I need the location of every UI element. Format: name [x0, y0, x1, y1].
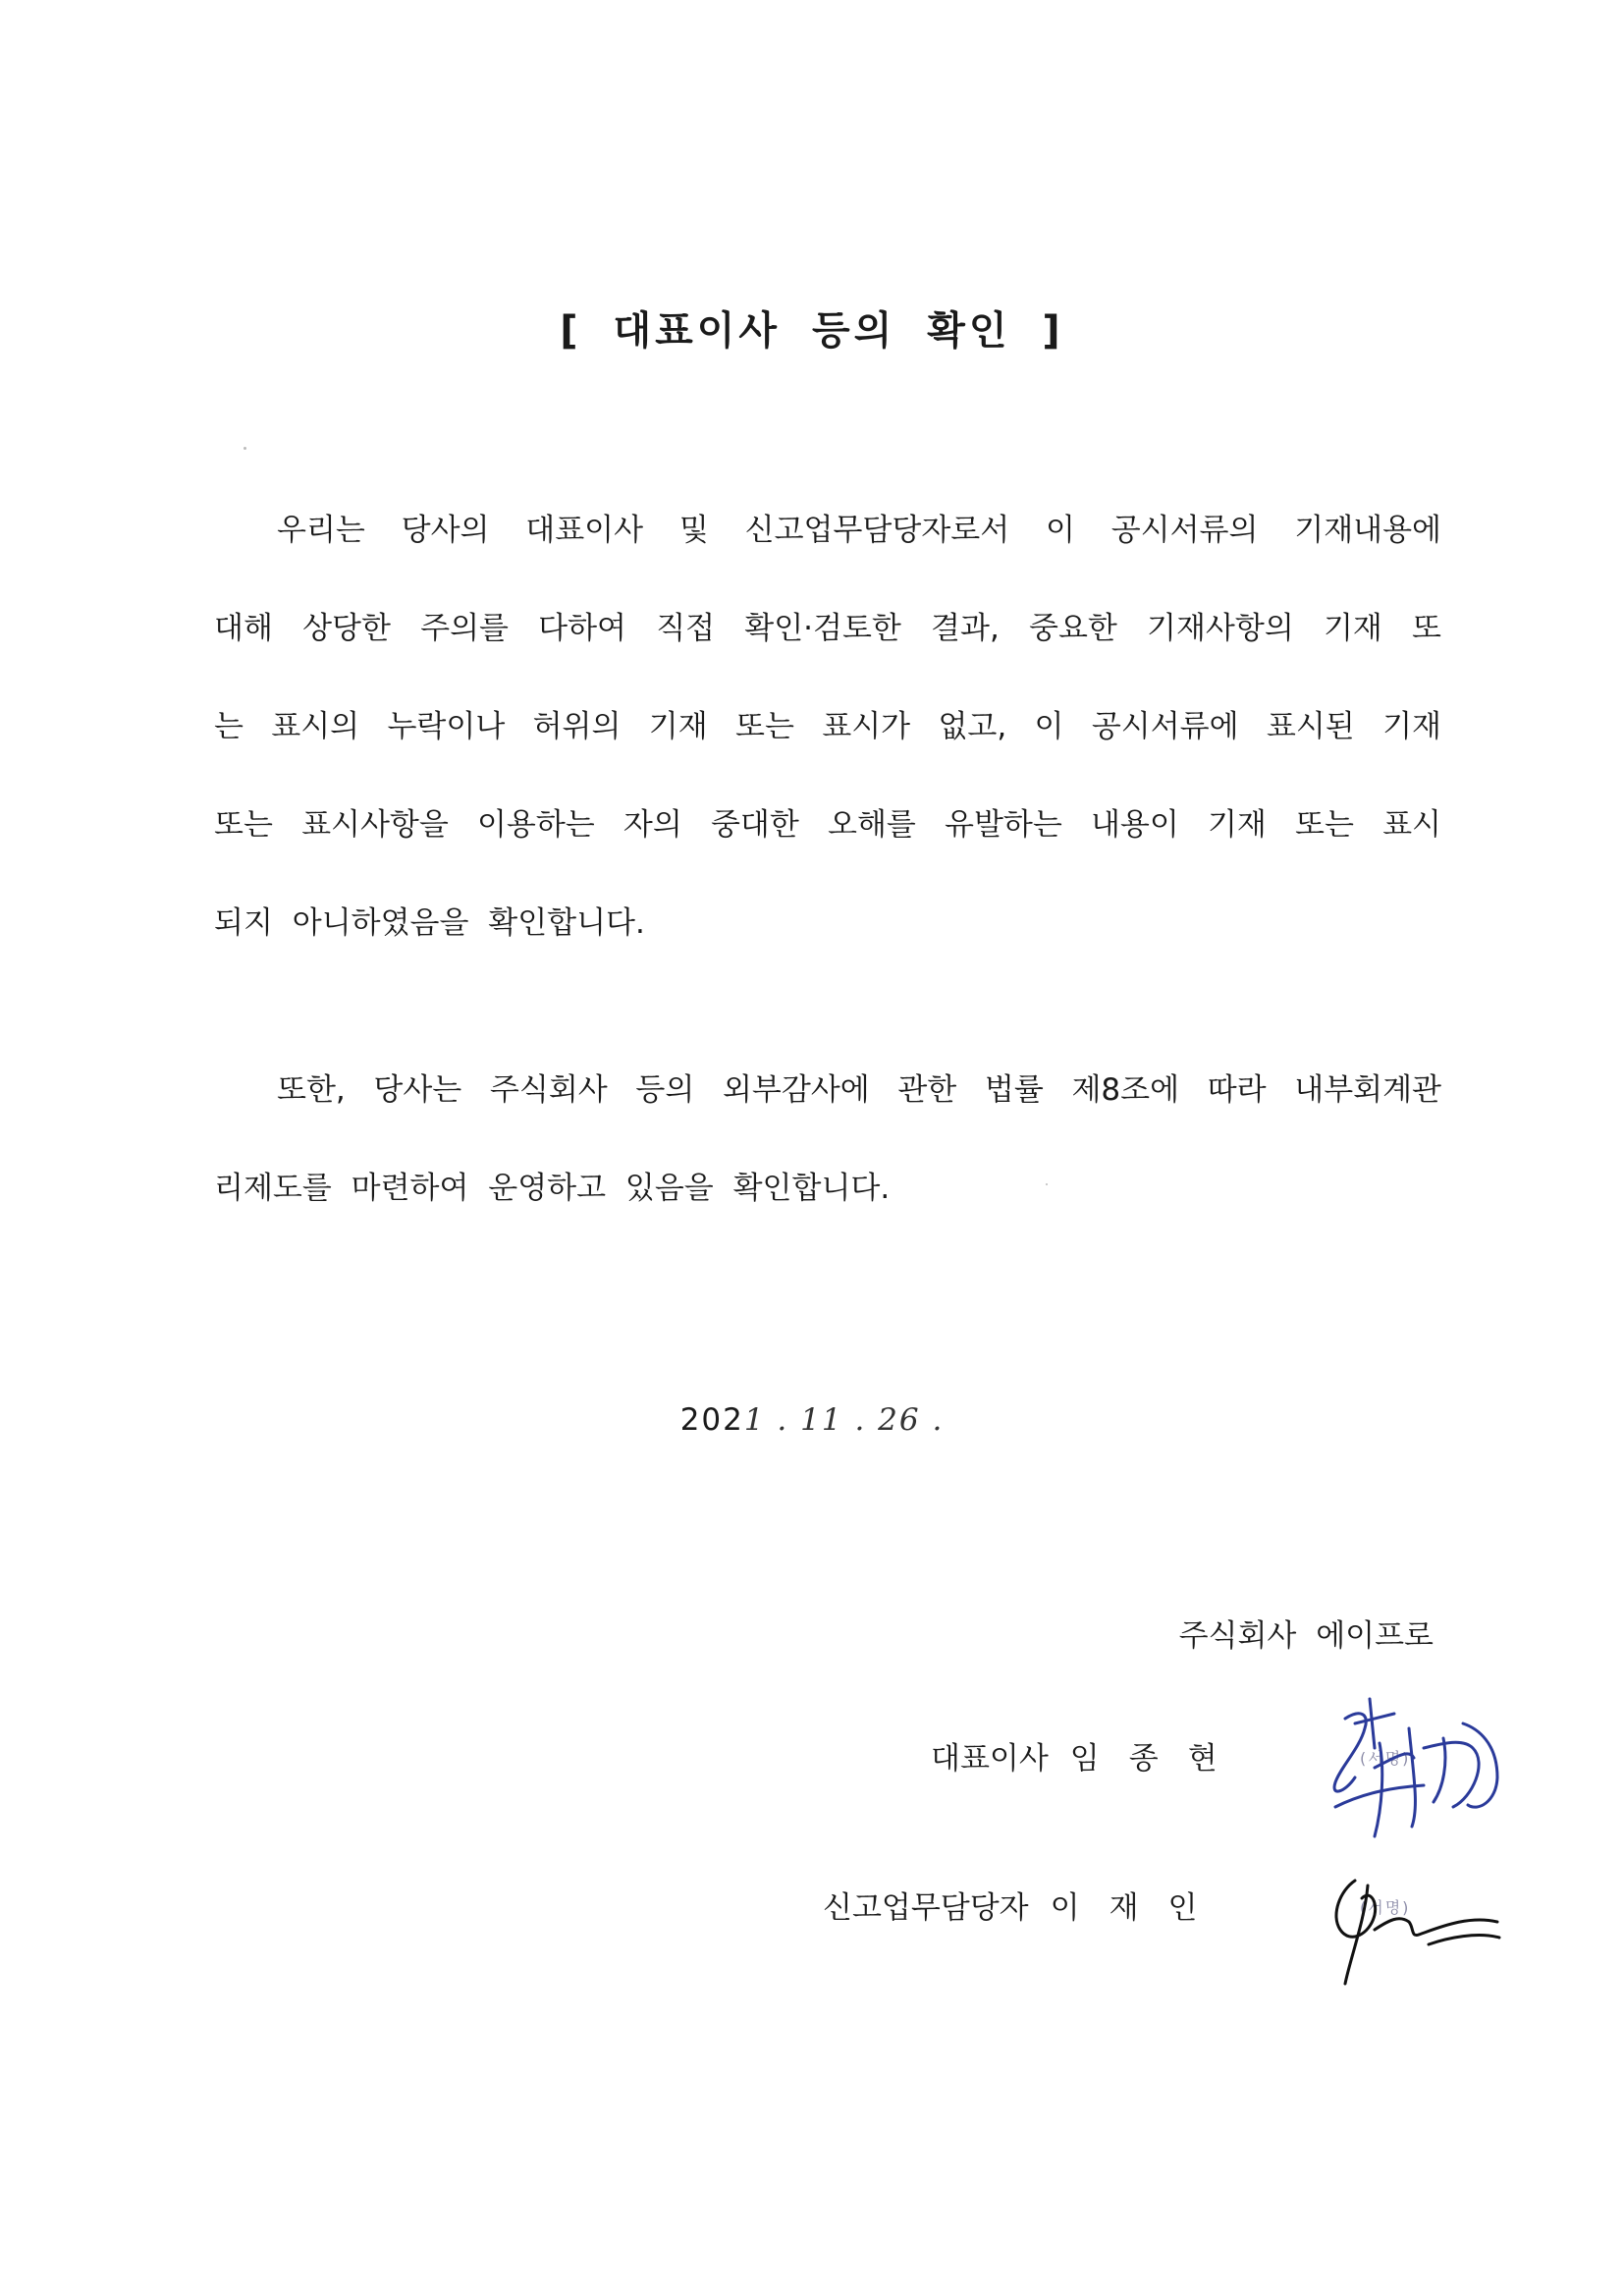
- document-date: [0, 1402, 1624, 1438]
- signatory-ceo-seal-mark: (서명): [1360, 1749, 1411, 1768]
- scan-speck: [1046, 1183, 1048, 1185]
- officer-signature: [1321, 1861, 1517, 1998]
- signatory-ceo-role: 대표이사: [931, 1741, 1049, 1777]
- company-name: 주식회사 에이프로: [1178, 1618, 1434, 1654]
- signatory-officer-name: 이재인: [1050, 1890, 1227, 1926]
- paragraph1-line-5: 되지 아니하였음을 확인합니다.: [214, 905, 645, 941]
- paragraph1-line-3: 는 표시의 누락이나 허위의 기재 또는 표시가 없고, 이 공시서류에 표시된 기재: [214, 709, 1441, 744]
- signatory-officer-role: 신고업무담당자: [823, 1890, 1029, 1926]
- paragraph1-line-2: 대해 상당한 주의를 다하여 직접 확인·검토한 결과, 중요한 기재사항의 기재 또: [214, 611, 1441, 646]
- signatory-officer: [823, 1883, 1226, 1927]
- paragraph1-line-4: 또는 표시사항을 이용하는 자의 중대한 오해를 유발하는 내용이 기재 또는 표시: [214, 807, 1441, 843]
- scan-speck: [244, 447, 246, 450]
- date-printed: 202: [679, 1402, 744, 1438]
- paragraph2-line-2: 리제도를 마련하여 운영하고 있음을 확인합니다.: [214, 1171, 891, 1206]
- paragraph2-line-1: 또한, 당사는 주식회사 등의 외부감사에 관한 법률 제8조에 따라 내부회계관: [277, 1072, 1441, 1108]
- ceo-signature: [1316, 1689, 1512, 1856]
- document-title: [ 대표이사 등의 확인 ]: [560, 308, 1064, 354]
- signatory-officer-seal-mark: (서명): [1360, 1898, 1411, 1917]
- paragraph1-line-1: 우리는 당사의 대표이사 및 신고업무담당자로서 이 공시서류의 기재내용에: [277, 513, 1441, 548]
- signatory-ceo: [931, 1733, 1247, 1777]
- signatory-ceo-name: 임종현: [1069, 1741, 1247, 1777]
- date-handwritten: 1 . 11 . 26 .: [743, 1402, 945, 1438]
